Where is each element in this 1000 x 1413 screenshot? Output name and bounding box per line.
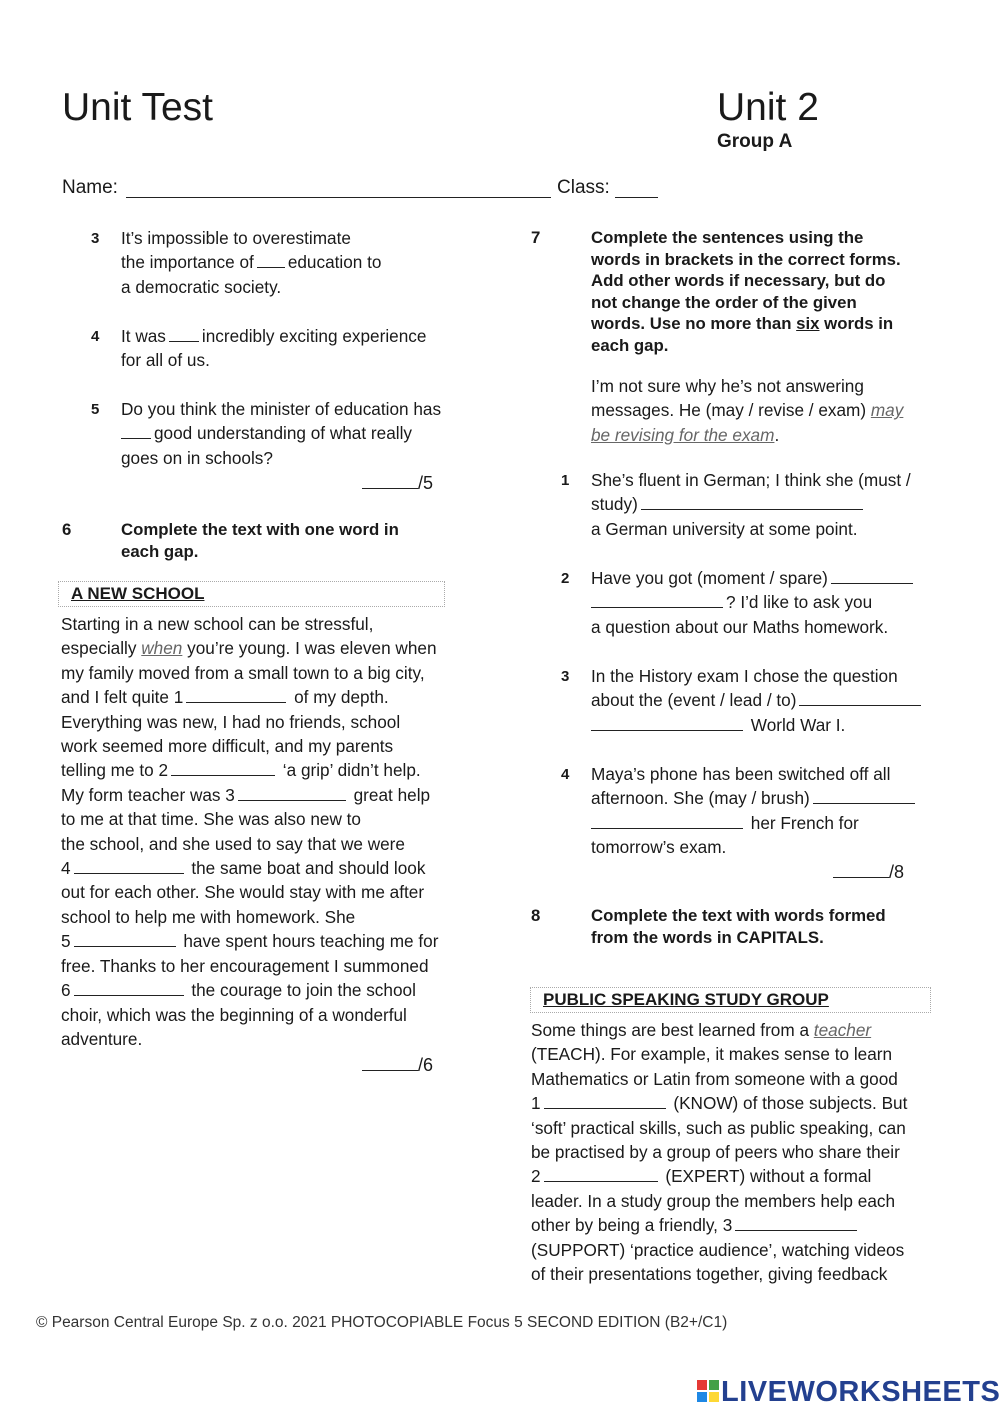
score-5 [362, 472, 433, 494]
logo-square-green [709, 1380, 719, 1390]
text-title-box: PUBLIC SPEAKING STUDY GROUP [530, 987, 931, 1013]
q5-line-1: Do you think the minister of education has [121, 399, 442, 419]
s3-text: World War I. [750, 714, 846, 735]
liveworksheets-logo-icon [697, 1380, 719, 1402]
s2-line-3: a question about our Maths homework. [591, 616, 889, 637]
s3-gap-a[interactable] [799, 689, 921, 706]
text-fragment: have spent hours teaching me for [183, 931, 439, 952]
instruction-line: Add other words if necessary, but do [591, 271, 886, 290]
s1-text: study) [591, 494, 638, 515]
text-fragment: (KNOW) of those subjects. But [673, 1093, 908, 1114]
text-fragment: My form teacher was 3 [61, 784, 235, 805]
text-fragment: and I felt quite 1 [61, 687, 184, 708]
s2-text: Have you got (moment / spare) [591, 568, 828, 588]
question-3 [121, 226, 501, 299]
question-number: 1 [561, 472, 570, 489]
gap-3[interactable] [238, 784, 346, 801]
q3-line-1: It’s impossible to overestimate [121, 228, 351, 248]
text-fragment: (EXPERT) without a formal [665, 1166, 872, 1187]
q5-line-3: goes on in schools? [121, 447, 273, 468]
q3-line-3: a democratic society. [121, 276, 282, 297]
s4-gap-b[interactable] [591, 812, 743, 829]
instruction-fragment: words in [824, 314, 894, 333]
text-public-speaking [531, 1018, 951, 1286]
page-title: Unit Test [62, 86, 214, 129]
text-fragment: Some things are best learned from a [531, 1020, 810, 1040]
text-fragment: you’re young. I was eleven when [187, 638, 437, 659]
score-gap[interactable] [362, 1054, 418, 1071]
text-title-box: A NEW SCHOOL [58, 581, 445, 607]
text-line: out for each other. She would stay with me after [61, 882, 425, 903]
logo-square-yellow [709, 1392, 719, 1402]
text-line: free. Thanks to her encouragement I summoned [61, 955, 429, 976]
example-line: I’m not sure why he’s not answering [591, 376, 864, 396]
instruction-line: Complete the sentences using the [591, 228, 864, 247]
s4-text: her French for [750, 812, 859, 833]
text-line: Starting in a new school can be stressful, [61, 614, 374, 634]
logo-square-blue [697, 1392, 707, 1402]
example-answer: be revising for the exam [591, 424, 775, 445]
q5-text: good understanding of what really [154, 423, 412, 444]
name-field[interactable] [126, 197, 551, 198]
text-fragment: telling me to 2 [61, 760, 169, 781]
s2-gap-b[interactable] [591, 591, 723, 608]
text-fragment: especially [61, 638, 137, 659]
gap-3[interactable] [735, 1214, 857, 1231]
s2-text: ? I’d like to ask you [726, 592, 873, 613]
q4-text: It was [121, 326, 166, 346]
group-label: Group A [717, 131, 793, 152]
instruction-line: words in brackets in the correct forms. [591, 249, 901, 269]
question-number: 3 [561, 668, 570, 685]
unit-title: Unit 2 [717, 86, 819, 129]
task-8-instruction [591, 905, 951, 948]
class-label: Class: [557, 177, 610, 198]
task-number: 7 [531, 228, 541, 247]
gap-1[interactable] [186, 686, 286, 703]
score-total: /8 [889, 862, 905, 882]
text-line: work seemed more difficult, and my parents [61, 736, 394, 757]
score-gap[interactable] [362, 472, 418, 489]
text-fragment: great help [353, 784, 431, 805]
q5-gap[interactable] [121, 422, 151, 439]
text-fragment: 2 [531, 1166, 541, 1187]
instruction-line: each gap. [591, 335, 669, 355]
sentence-3 [591, 664, 961, 737]
question-5 [121, 397, 501, 470]
text-line: to me at that time. She was also new to [61, 809, 361, 830]
gap-5[interactable] [74, 930, 176, 947]
question-number: 4 [561, 766, 570, 783]
text-line: ‘soft’ practical skills, such as public speaking, can [531, 1117, 906, 1138]
gap-2[interactable] [171, 759, 275, 776]
text-fragment: the courage to join the school [191, 980, 416, 1001]
instruction-fragment: words. Use no more than [591, 314, 792, 333]
example-answer: teacher [813, 1020, 872, 1040]
question-number: 3 [91, 230, 100, 247]
text-line: (TEACH). For example, it makes sense to learn [531, 1044, 893, 1065]
text-line: choir, which was the beginning of a wonderful [61, 1004, 407, 1025]
s3-text: about the (event / lead / to) [591, 690, 797, 711]
gap-4[interactable] [74, 857, 184, 874]
example-answer: may [870, 400, 904, 421]
text-line: Mathematics or Latin from someone with a good [531, 1068, 898, 1089]
s4-line-4: tomorrow’s exam. [591, 837, 727, 858]
task-number: 6 [62, 520, 72, 539]
gap-2[interactable] [544, 1165, 658, 1182]
s3-line-1: In the History exam I chose the question [591, 666, 898, 686]
question-number: 2 [561, 570, 570, 587]
instruction-line: not change the order of the given [591, 292, 857, 312]
text-fragment: 5 [61, 931, 71, 952]
s2-gap-a[interactable] [831, 567, 913, 584]
text-line: adventure. [61, 1028, 143, 1049]
q3-gap[interactable] [257, 251, 285, 268]
score-total: /6 [418, 1055, 434, 1075]
liveworksheets-logo[interactable]: LIVEWORKSHEETS [721, 1376, 1000, 1408]
s1-line-3: a German university at some point. [591, 518, 858, 539]
example-fragment: . [774, 424, 780, 445]
score-8 [833, 861, 904, 883]
text-line: the school, and she used to say that we were [61, 833, 405, 854]
text-fragment: 4 [61, 858, 71, 879]
s4-line-1: Maya’s phone has been switched off all [591, 764, 891, 784]
sentence-4 [591, 762, 961, 860]
s3-gap-b[interactable] [591, 714, 743, 731]
text-fragment: other by being a friendly, 3 [531, 1215, 733, 1236]
question-number: 4 [91, 328, 100, 345]
text-a-new-school [61, 612, 501, 1051]
task-number: 8 [531, 906, 541, 925]
q4-line-2: for all of us. [121, 350, 210, 371]
q4-text: incredibly exciting experience [201, 326, 427, 346]
q4-gap[interactable] [169, 325, 199, 342]
score-total: /5 [418, 473, 434, 493]
copyright-footer: © Pearson Central Europe Sp. z o.o. 2021 PHOTOCOPIABLE Focus 5 SECOND EDITION (B2+/C1) [36, 1314, 728, 1331]
sentence-1 [591, 468, 961, 541]
score-6 [362, 1054, 433, 1076]
text-line: be practised by a group of peers who share their [531, 1142, 900, 1163]
sentence-2 [591, 566, 961, 639]
gap-1[interactable] [544, 1092, 666, 1109]
instruction-line: each gap. [121, 541, 199, 561]
task-7-example [591, 374, 961, 447]
score-gap[interactable] [833, 861, 889, 878]
text-line: school to help me with homework. She [61, 906, 356, 927]
instruction-line: Complete the text with one word in [121, 520, 399, 539]
s1-gap[interactable] [641, 493, 863, 510]
q3-text: the importance of [121, 252, 254, 273]
task-6-instruction [121, 519, 481, 562]
text-fragment: 1 [531, 1093, 541, 1114]
example-answer: when [141, 638, 183, 659]
text-line: of their presentations together, giving feedback [531, 1264, 888, 1285]
instruction-line: Complete the text with words formed [591, 906, 886, 925]
instruction-line: from the words in CAPITALS. [591, 927, 824, 947]
text-fragment: of my depth. [294, 687, 389, 708]
s1-line-1: She’s fluent in German; I think she (must / [591, 470, 911, 490]
gap-6[interactable] [74, 979, 184, 996]
text-line: (SUPPORT) ‘practice audience’, watching videos [531, 1239, 905, 1260]
text-fragment: 6 [61, 980, 71, 1001]
text-line: my family moved from a small town to a big city, [61, 662, 425, 683]
name-label: Name: [62, 177, 118, 198]
class-field[interactable] [615, 197, 658, 198]
logo-square-red [697, 1380, 707, 1390]
task-7-instruction [591, 227, 951, 356]
question-number: 5 [91, 401, 100, 418]
text-line: leader. In a study group the members help each [531, 1190, 896, 1211]
text-line: Everything was new, I had no friends, school [61, 711, 401, 732]
s4-text: afternoon. She (may / brush) [591, 788, 810, 809]
s4-gap-a[interactable] [813, 787, 915, 804]
q3-text: education to [287, 252, 382, 273]
text-fragment: ‘a grip’ didn’t help. [282, 760, 421, 781]
text-fragment: the same boat and should look [191, 858, 426, 879]
instruction-emphasis: six [796, 314, 820, 333]
example-fragment: messages. He (may / revise / exam) [591, 400, 867, 421]
question-4 [121, 324, 501, 373]
